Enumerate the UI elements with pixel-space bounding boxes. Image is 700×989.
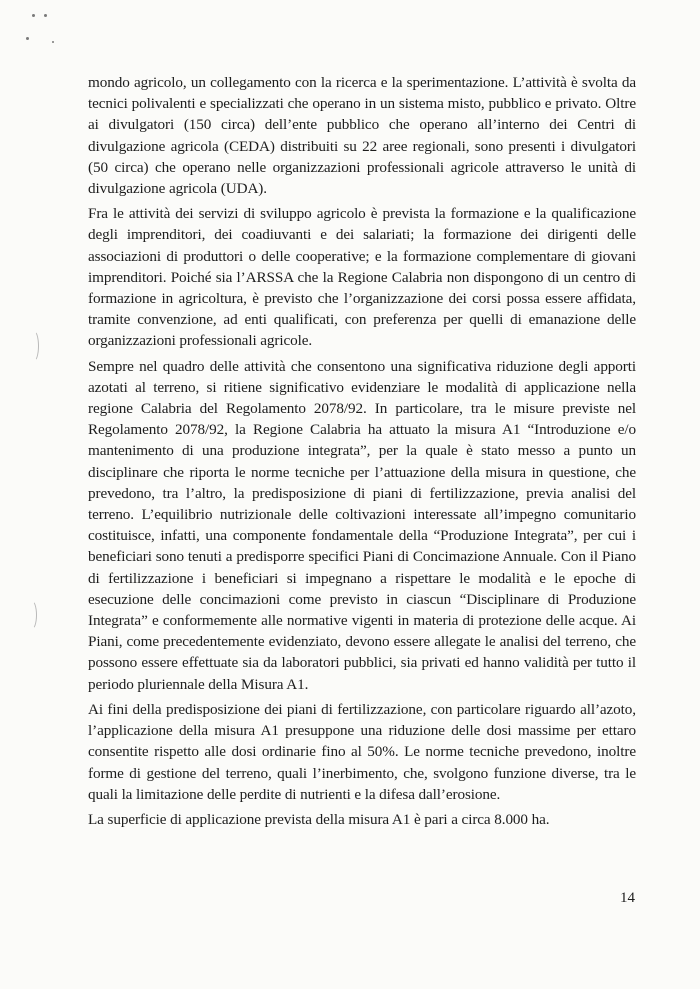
paragraph: Fra le attività dei servizi di sviluppo agricolo è prevista la formazione e la qualificazione degli imprenditori, dei coadiuvanti e dei salariati; la formazione dei dirigenti delle associazioni di produttori o delle cooperative; e la formazione complementare di giovani imprenditori. Poiché sia l’ARSSA che la Regione Calabria non dispongono di un centro di formazione in agricoltura, è previsto che l’organizzazione dei corsi possa essere affidata, tramite convenzione, ad enti qualificati, con preferenza per quelli di emanazione delle organizzazioni professionali agricole. xyxy=(88,205,636,350)
paragraph: La superficie di applicazione prevista della misura A1 è pari a circa 8.000 ha. xyxy=(88,810,550,828)
paragraph: Sempre nel quadro delle attività che consentono una significativa riduzione degli apporti azotati al terreno, si ritiene significativo evidenziare le modalità di applicazione nella regione Calabria del Regolamento 2078/92. In particolare, tra le misure previste nel Regolamento 2078/92, la Regione Calabria ha attuato la misura A1 “Introduzione e/o mantenimento di una produzione integrata”, per la quale è stato messo a punto un disciplinare che riporta le norme tecniche per l’attuazione della misura in questione, che prevedono, tra l’altro, la predisposizione di piani di fertilizzazione, previa analisi del terreno. L’equilibrio nutrizionale delle coltivazioni interessate all’impegno comunitario costituisce, infatti, una componente fondamentale della “Produzione Integrata”, per cui i beneficiari sono tenuti a predisporre specifici Piani di Concimazione Annuale. Con il Piano di fertilizzazione i beneficiari si impegnano a rispettare le modalità e le epoche di esecuzione delle concimazioni come previsto in ciascun “Disciplinare di Produzione Integrata” e conformemente alle normative vigenti in materia di protezione delle acque. Ai Piani, come precedentemente evidenziato, devono essere allegate le analisi del terreno, che possono essere effettuate sia da laboratori pubblici, sia privati ed hanno validità per tutto il periodo pluriennale della Misura A1. xyxy=(88,357,636,693)
paragraph: Ai fini della predisposizione dei piani di fertilizzazione, con particolare riguardo all’azoto, l’applicazione della misura A1 presuppone una riduzione delle dosi massime per ettaro consentite rispetto alle dosi ordinarie fino al 50%. Le norme tecniche prevedono, inoltre forme di gestione del terreno, quali l’inerbimento, che, svolgono funzione diverse, tra le quali la limitazione delle perdite di nutrienti e la difesa dall’erosione. xyxy=(88,700,636,803)
document-body xyxy=(88,72,636,834)
binding-hole-mark xyxy=(26,600,37,630)
page-number: 14 xyxy=(620,890,635,906)
binding-hole-mark xyxy=(28,330,39,362)
scan-speck xyxy=(32,14,35,17)
scan-speck xyxy=(52,41,54,43)
scan-speck xyxy=(44,14,47,17)
scan-speck xyxy=(26,37,29,40)
paragraph: mondo agricolo, un collegamento con la ricerca e la sperimentazione. L’attività è svolta da tecnici polivalenti e specializzati che operano in un sistema misto, pubblico e privato. Oltre ai divulgatori (150 circa) dell’ente pubblico che operano all’interno dei Centri di divulgazione agricola (CEDA) distribuiti su 22 aree regionali, sono presenti i divulgatori (50 circa) che operano nelle organizzazioni professionali agricole attraverso le unità di divulgazione agricola (UDA). xyxy=(88,74,636,198)
